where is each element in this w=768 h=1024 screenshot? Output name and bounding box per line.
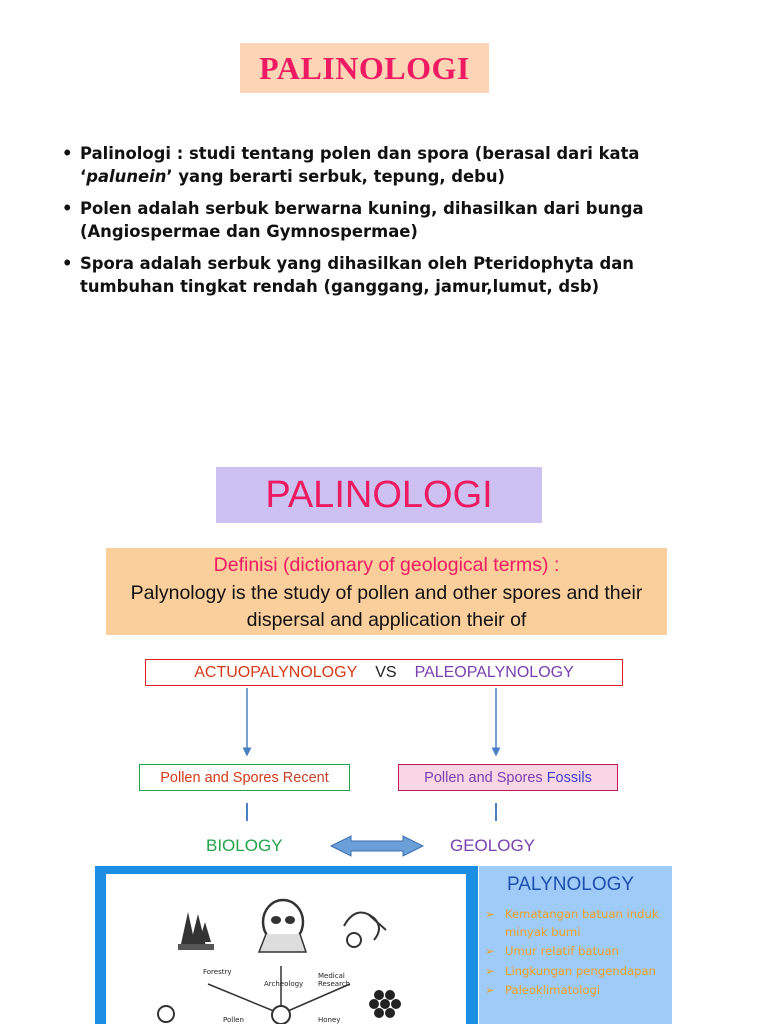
pollen-recent-prefix: Pollen and Spores (160, 769, 283, 786)
research-label: Research (318, 980, 351, 988)
stethoscope-icon (344, 913, 386, 947)
geology-label: GEOLOGY (450, 836, 536, 855)
pollen-fossil-label: Fossils (546, 769, 592, 786)
forestry-label: Forestry (203, 968, 232, 976)
skull-icon (259, 900, 306, 952)
list-item (483, 943, 669, 961)
honey-label: Honey (318, 1016, 341, 1024)
definition-text: Palynology is the study of pollen and other spores and their dispersal and application their of (130, 581, 643, 631)
list-item (483, 982, 669, 1000)
slide1-title: PALINOLOGI (259, 49, 470, 86)
bullet-text: Palinologi : studi tentang polen dan spora (berasal dari kata ‘palunein’ yang berarti serbuk, tepung, debu) (80, 144, 640, 186)
bullet-dot-icon: • (62, 254, 73, 273)
bullet-dot-icon: • (62, 199, 73, 218)
palynology-applications-figure (106, 874, 466, 1024)
paleopalynology-label: PALEOPALYNOLOGY (414, 663, 574, 681)
pollen-recent-label: Recent (282, 769, 329, 786)
bullet-text: Polen adalah serbuk berwarna kuning, dihasilkan dari bunga (Angiospermae dan Gymnospermae) (80, 199, 644, 241)
biology-label: BIOLOGY (206, 836, 283, 855)
slide2-title: PALINOLOGI (265, 473, 493, 516)
list-item-text: Umur relatif batuan (505, 944, 619, 958)
list-item-text: Kematangan batuan induk minyak bumi (505, 907, 659, 939)
vs-label: VS (375, 663, 397, 681)
palynology-list (483, 906, 669, 1002)
figure-drawing (106, 874, 466, 1024)
list-item-text: Lingkungan pengendapan (505, 963, 656, 978)
pollen-fossil-box (398, 764, 618, 791)
list-item (483, 906, 669, 941)
arrow-bullet-icon: ➢ (485, 907, 495, 921)
pollen-label: Pollen (223, 1016, 244, 1024)
list-item-text: Paleoklimatologi (505, 983, 601, 997)
bullet-dot-icon: • (62, 144, 73, 163)
pollen-fossil-prefix: Pollen and Spores (424, 769, 547, 786)
definition-heading: Definisi (dictionary of geological terms) : (213, 554, 560, 576)
bullet-text: Spora adalah serbuk yang dihasilkan oleh Pteridophyta dan tumbuhan tingkat rendah (ganggang, jamur,lumut, dsb) (80, 254, 634, 296)
forestry-icon (178, 912, 214, 950)
archeology-label: Archeology (264, 980, 304, 988)
arrow-bullet-icon: ➢ (485, 983, 495, 997)
arrow-bullet-icon: ➢ (485, 963, 495, 978)
palynology-title: PALYNOLOGY (507, 874, 635, 895)
arrow-bullet-icon: ➢ (485, 944, 495, 958)
pollen-recent-box (139, 764, 350, 791)
medical-label: Medical (318, 972, 345, 980)
list-item (483, 963, 669, 981)
double-arrow-icon (331, 836, 423, 856)
honeycomb-icon (369, 990, 401, 1018)
actuopalynology-label: ACTUOPALYNOLOGY (194, 663, 358, 681)
